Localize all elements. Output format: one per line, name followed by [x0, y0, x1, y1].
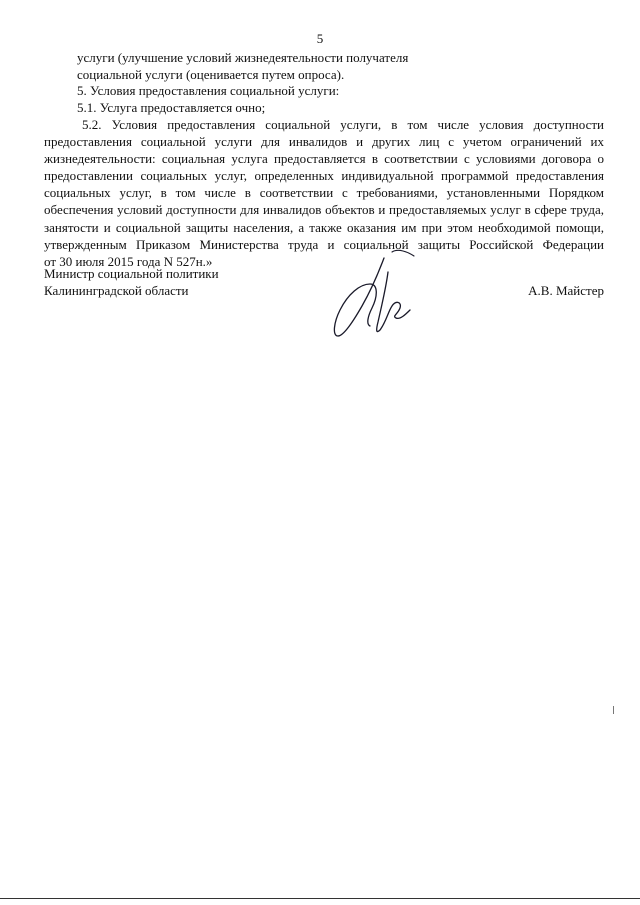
signatory-name: А.В. Майстер — [528, 283, 604, 298]
paragraph-line: от 30 июля 2015 года N 527н.» — [44, 253, 213, 269]
signatory-title-line-2: Калининградской области — [44, 283, 189, 298]
paragraph-line: занятости и социальной защиты населения, а также оказания им при этом необходимой помощи, — [44, 219, 604, 235]
paragraph-line: предоставления социальной услуги для инвалидов и других лиц с учетом ограничений их — [44, 134, 604, 150]
paragraph-line: социальных услуг, в том числе в соответствии с требованиями, установленными Порядком — [44, 185, 604, 201]
scan-edge-mark — [613, 706, 614, 714]
scan-bottom-edge — [0, 898, 640, 899]
text-line-1: услуги (улучшение условий жизнедеятельности получателя — [77, 50, 409, 65]
paragraph-5-2 — [44, 116, 604, 270]
paragraph-line: 5.2. Условия предоставления социальной услуги, в том числе условия доступности — [82, 117, 604, 132]
section-5-heading: 5. Условия предоставления социальной услуги: — [77, 83, 340, 98]
paragraph-line: жизнедеятельности: социальная услуга предоставляется в соответствии с условиями договора о — [44, 151, 604, 167]
item-5-1: 5.1. Услуга предоставляется очно; — [77, 100, 266, 115]
paragraph-line: утвержденным Приказом Министерства труда и социальной защиты Российской Федерации — [44, 236, 604, 252]
paragraph-line: предоставлении социальных услуг, определенных индивидуальной программой предоставления — [44, 168, 604, 184]
signatory-title — [44, 265, 219, 299]
signatory-title-line-1: Министр социальной политики — [44, 266, 219, 281]
paragraph-line: обеспечения условий доступности для инвалидов объектов и предоставляемых услуг в сфере труда, — [44, 202, 604, 218]
text-line-2: социальной услуги (оценивается путем опроса). — [77, 67, 345, 82]
handwritten-signature — [326, 244, 426, 344]
page-number: 5 — [316, 31, 324, 46]
